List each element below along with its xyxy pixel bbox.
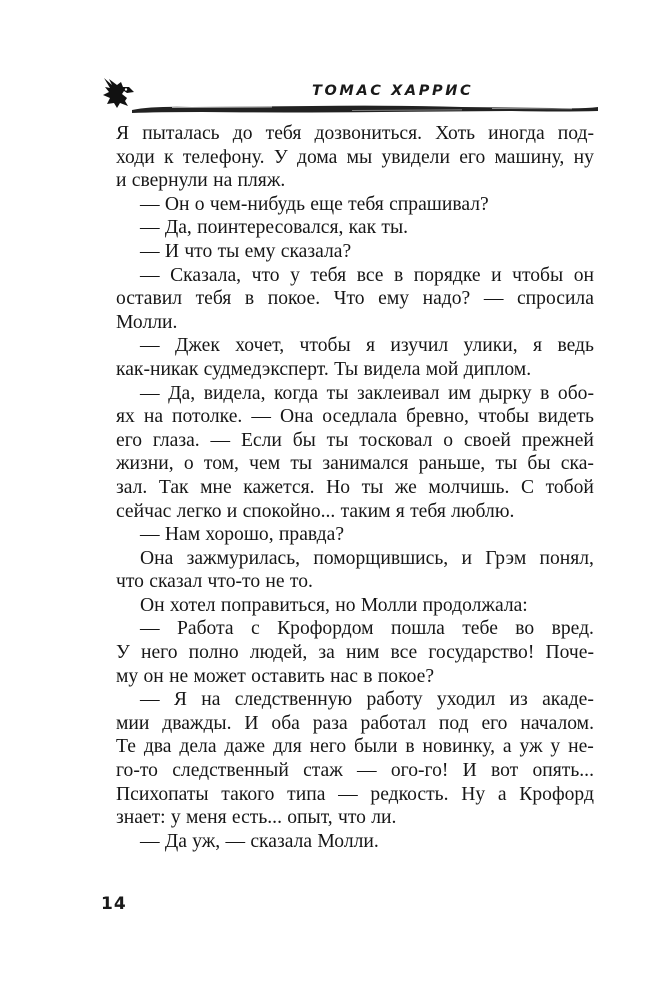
text-line: У него полно людей, за ним все государство! Поче- [116,642,594,664]
body-text [116,122,594,853]
text-line: оставил тебя в покое. Что ему надо? — спросила [116,288,594,310]
text-line: Психопаты такого типа — редкость. Ну а Крофорд [116,783,594,805]
text-line: — Я на следственную работу уходил из акаде- [140,689,594,711]
dragon-logo-icon [100,76,136,110]
text-line: Она зажмурилась, поморщившись, и Грэм понял, [140,547,594,569]
text-line: ходи к телефону. У дома мы увидели его машину, ну [116,146,594,168]
text-line: му он не может оставить нас в покое? [116,665,435,687]
text-line: го-то следственный стаж — ого-го! И вот опять... [116,760,594,782]
text-line: зал. Так мне кажется. Но ты же молчишь. С тобой [116,476,594,498]
text-line: знает: у меня есть... опыт, что ли. [116,807,397,829]
text-line: как-никак судмедэксперт. Ты видела мой диплом. [116,358,532,380]
text-line: ях на потолке. — Она оседлала бревно, чтобы видеть [116,406,594,428]
page-number: 14 [101,894,127,914]
text-line: — Да, поинтересовался, как ты. [140,217,409,239]
text-line: Те два дела даже для него были в новинку, а уж у не- [116,736,594,758]
text-line: — Нам хорошо, правда? [140,524,345,546]
text-line: — Да, видела, когда ты заклеивал им дырку в обо- [140,382,594,404]
text-line: и свернули на пляж. [116,170,286,192]
running-head-author: ТОМАС ХАРРИС [312,83,474,99]
text-line: жизни, о том, чем ты занимался раньше, ты бы ска- [116,453,594,475]
text-line: мии дважды. И оба раза работал под его началом. [116,712,594,734]
text-line: — Сказала, что у тебя все в порядке и чтобы он [140,264,594,286]
text-line: Я пыталась до тебя дозвониться. Хоть иногда под- [116,123,594,144]
text-line: его глаза. — Если бы ты тосковал о своей прежней [116,429,594,451]
text-line: — Да уж, — сказала Молли. [140,830,379,852]
page-header [100,70,598,120]
header-brush-rule [132,102,598,116]
text-line: что сказал что-то не то. [116,571,313,593]
text-line: — Джек хочет, чтобы я изучил улики, я ведь [140,335,594,357]
text-line: — Он о чем-нибудь еще тебя спрашивал? [140,193,489,215]
text-line: сейчас легко и спокойно... таким я тебя люблю. [116,500,515,522]
text-line: Он хотел поправиться, но Молли продолжала: [140,594,528,616]
text-line: — Работа с Крофордом пошла тебе во вред. [140,618,594,640]
text-line: Молли. [116,311,178,333]
text-line: — И что ты ему сказала? [140,240,352,262]
